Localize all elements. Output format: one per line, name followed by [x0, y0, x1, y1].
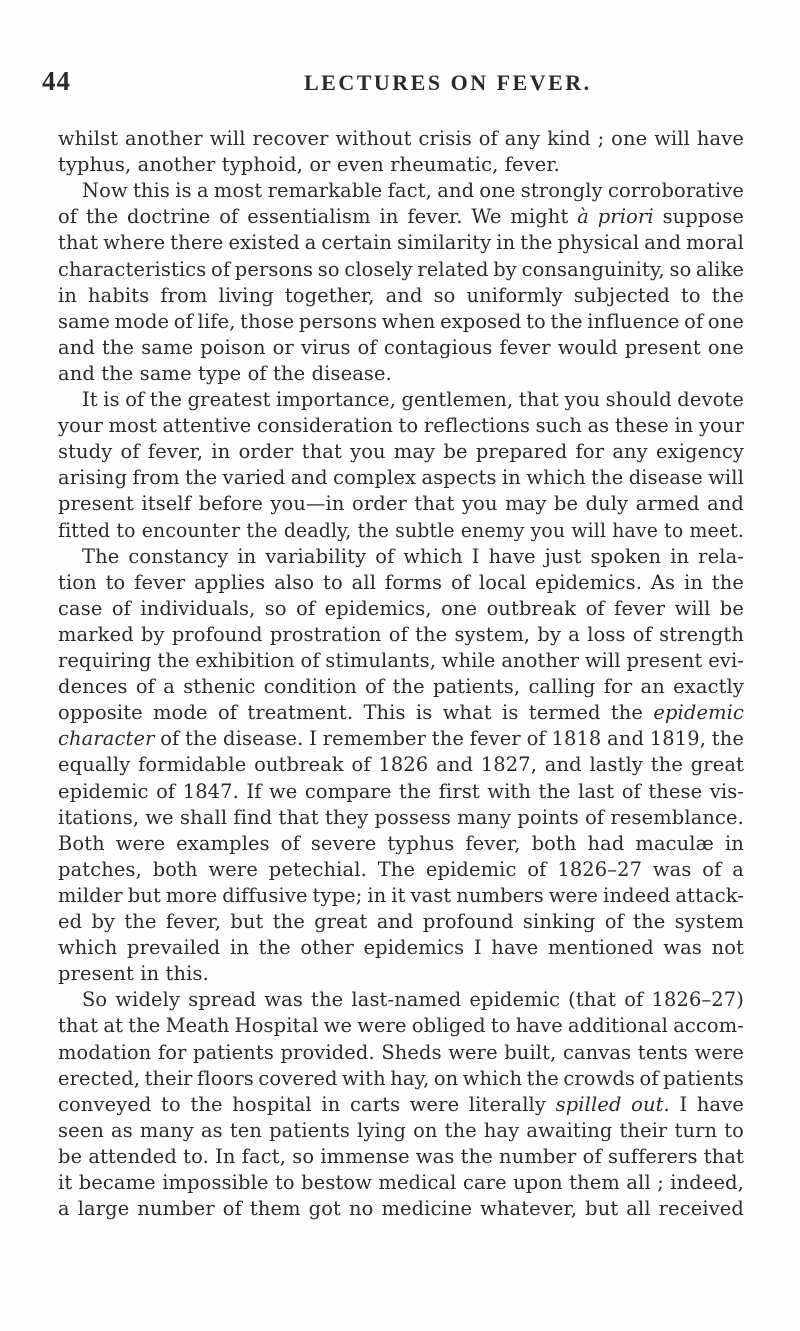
text-segment: opposite mode of treatment. This is what is termed the [58, 701, 654, 725]
text-segment: typhus, another typhoid, or even rheumatic, fever. [58, 153, 560, 177]
text-line [58, 805, 744, 831]
text-segment: it became impossible to bestow medical care upon them all ; indeed, [58, 1171, 744, 1194]
text-line [82, 987, 744, 1013]
text-line [58, 1196, 744, 1222]
text-line [58, 622, 744, 648]
text-line [58, 570, 744, 596]
text-segment: and the same poison or virus of contagious fever would present one [58, 335, 744, 359]
text-segment: dences of a sthenic condition of the patients, calling for an exactly [58, 675, 744, 699]
text-line [58, 257, 744, 283]
text-segment: present itself before you—in order that you may be duly armed and [58, 492, 744, 516]
text-segment: same mode of life, those persons when exposed to the influence of one [58, 309, 744, 333]
text-segment: marked by profound prostration of the system, by a loss of strength [58, 622, 744, 646]
text-line [58, 335, 744, 361]
text-line [58, 465, 744, 491]
text-line [58, 596, 744, 622]
text-segment: The constancy in variability of which I have just spoken in rela- [82, 544, 744, 568]
text-segment: of the disease. I remember the fever of 1818 and 1819, the [154, 727, 744, 751]
running-head [42, 66, 762, 96]
text-line [58, 1118, 744, 1144]
text-line [58, 726, 744, 752]
text-segment: patches, both were petechial. The epidemic of 1826–27 was of a [58, 857, 744, 881]
text-line [58, 857, 744, 883]
text-segment: equally formidable outbreak of 1826 and 1827, and lastly the great [58, 753, 744, 777]
text-line [58, 909, 744, 935]
text-line [58, 674, 744, 700]
text-line [58, 1144, 744, 1170]
text-segment: ed by the fever, but the great and profound sinking of the system [58, 910, 744, 933]
text-line [82, 544, 744, 570]
text-segment: requiring the exhibition of stimulants, while another will present evi- [58, 649, 744, 672]
text-line [58, 1066, 744, 1092]
text-line [58, 1013, 744, 1039]
text-segment: of the doctrine of essentialism in fever. We might [58, 205, 578, 229]
text-line [82, 178, 744, 204]
text-segment: epidemic of 1847. If we compare the first with the last of these vis- [58, 779, 744, 803]
text-segment: a large number of them got no medicine whatever, but all received [58, 1197, 744, 1221]
text-segment: be attended to. In fact, so immense was the number of sufferers that [58, 1144, 744, 1168]
text-line [58, 779, 744, 805]
text-segment: arising from the varied and complex aspects in which the disease will [58, 466, 744, 490]
text-line [58, 648, 744, 674]
text-segment: modation for patients provided. Sheds were built, canvas tents were [58, 1040, 744, 1064]
text-segment: present in this. [58, 962, 209, 986]
text-segment: and the same type of the disease. [58, 361, 392, 385]
text-segment: tion to fever applies also to all forms of local epidemics. As in the [58, 570, 744, 594]
text-segment: study of fever, in order that you may be prepared for any exigency [58, 440, 744, 464]
text-segment: suppose [653, 205, 745, 229]
text-segment: in habits from living together, and so uniformly subjected to the [58, 283, 744, 307]
text-line [58, 1170, 744, 1196]
text-line [58, 152, 560, 178]
text-line [58, 413, 744, 439]
text-segment: It is of the greatest importance, gentlemen, that you should devote [82, 388, 744, 411]
page-number: 44 [42, 66, 71, 96]
text-line [58, 1092, 744, 1118]
text-line [58, 961, 209, 987]
text-segment: erected, their floors covered with hay, on which the crowds of patients [58, 1066, 744, 1090]
text-line [58, 283, 744, 309]
text-segment: whilst another will recover without crisis of any kind ; one will have [58, 127, 744, 150]
text-line [82, 387, 744, 413]
text-line [58, 204, 744, 230]
text-line [58, 491, 744, 517]
text-line [58, 700, 744, 726]
text-segment: conveyed to the hospital in carts were literally [58, 1092, 556, 1116]
text-line [58, 230, 744, 256]
text-line [58, 935, 744, 961]
italic-text: character [58, 727, 155, 751]
text-segment: your most attentive consideration to reflections such as these in your [58, 414, 744, 438]
text-line [58, 439, 744, 465]
text-segment: Now this is a most remarkable fact, and one strongly corroborative [82, 179, 744, 203]
text-segment: which prevailed in the other epidemics I have mentioned was not [58, 936, 744, 960]
italic-text: spilled out. [555, 1092, 670, 1116]
text-segment: So widely spread was the last-named epidemic (that of 1826–27) [82, 988, 744, 1012]
text-segment: I have [669, 1092, 744, 1116]
text-line [58, 309, 744, 335]
text-line [58, 518, 744, 544]
text-segment: milder but more diffusive type; in it vast numbers were indeed attack- [58, 883, 744, 907]
running-title: LECTURES ON FEVER. [304, 70, 592, 95]
text-line [58, 831, 744, 857]
text-segment: itations, we shall find that they possess many points of resemblance. [58, 805, 744, 829]
text-segment: that where there existed a certain similarity in the physical and moral [58, 231, 744, 255]
text-segment: seen as many as ten patients lying on the hay awaiting their turn to [58, 1118, 744, 1142]
text-line [58, 126, 744, 152]
text-segment: characteristics of persons so closely related by consanguinity, so alike [58, 257, 744, 281]
text-segment: fitted to encounter the deadly, the subtle enemy you will have to meet. [58, 518, 744, 542]
italic-text: à priori [577, 205, 654, 229]
text-line [58, 883, 744, 909]
italic-text: epidemic [653, 701, 744, 725]
text-line [58, 1040, 744, 1066]
text-segment: that at the Meath Hospital we were obliged to have additional accom- [58, 1014, 744, 1038]
text-line [58, 361, 392, 387]
text-segment: Both were examples of severe typhus fever, both had maculæ in [58, 831, 744, 855]
text-segment: case of individuals, so of epidemics, one outbreak of fever will be [58, 596, 744, 620]
text-line [58, 752, 744, 778]
